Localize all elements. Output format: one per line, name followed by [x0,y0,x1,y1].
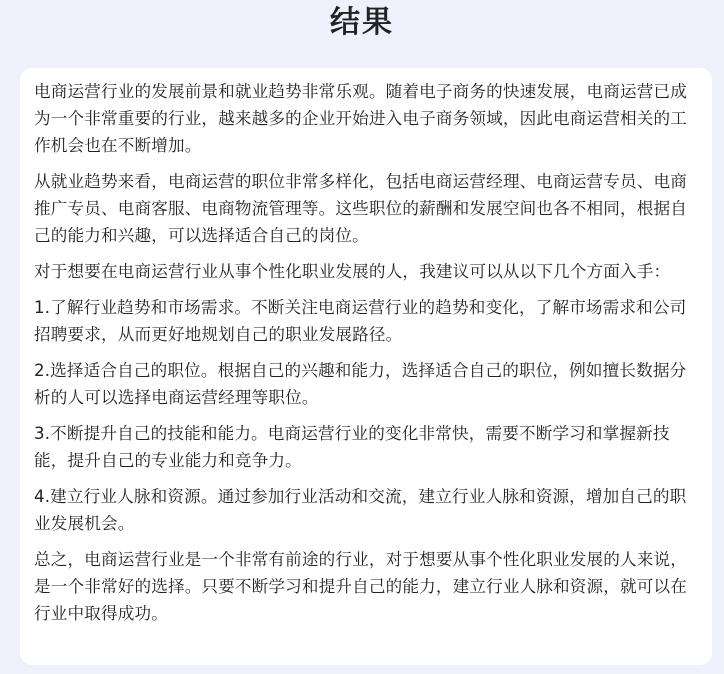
result-paragraph-point-3: 3.不断提升自己的技能和能力。电商运营行业的变化非常快，需要不断学习和掌握新技能，提升自己的专业能力和竞争力。 [34,424,670,470]
result-paragraph-point-4: 4.建立行业人脉和资源。通过参加行业活动和交流，建立行业人脉和资源，增加自己的职业发展机会。 [34,487,687,533]
result-paragraph-intro: 电商运营行业的发展前景和就业趋势非常乐观。随着电子商务的快速发展，电商运营已成为一个非常重要的行业，越来越多的企业开始进入电子商务领域，因此电商运营相关的工作机会也在不断增加。 [34,82,688,155]
page-title: 结果 [330,5,394,40]
result-card [20,68,712,665]
result-paragraph-conclusion: 总之，电商运营行业是一个非常有前途的行业，对于想要从事个性化职业发展的人来说，是一个非常好的选择。只要不断学习和提升自己的能力，建立行业人脉和资源，就可以在行业中取得成功。 [34,550,688,623]
result-paragraph-point-1: 1.了解行业趋势和市场需求。不断关注电商运营行业的趋势和变化，了解市场需求和公司招聘要求，从而更好地规划自己的职业发展路径。 [34,298,687,344]
result-paragraph-employment-trends: 从就业趋势来看，电商运营的职位非常多样化，包括电商运营经理、电商运营专员、电商推广专员、电商客服、电商物流管理等。这些职位的薪酬和发展空间也各不相同，根据自己的能力和兴趣，可以选择适合自己的岗位。 [34,172,688,245]
result-paragraph-suggestion-lead: 对于想要在电商运营行业从事个性化职业发展的人，我建议可以从以下几个方面入手： [34,262,671,281]
result-paragraph-point-2: 2.选择适合自己的职位。根据自己的兴趣和能力，选择适合自己的职位，例如擅长数据分析的人可以选择电商运营经理等职位。 [34,361,687,407]
